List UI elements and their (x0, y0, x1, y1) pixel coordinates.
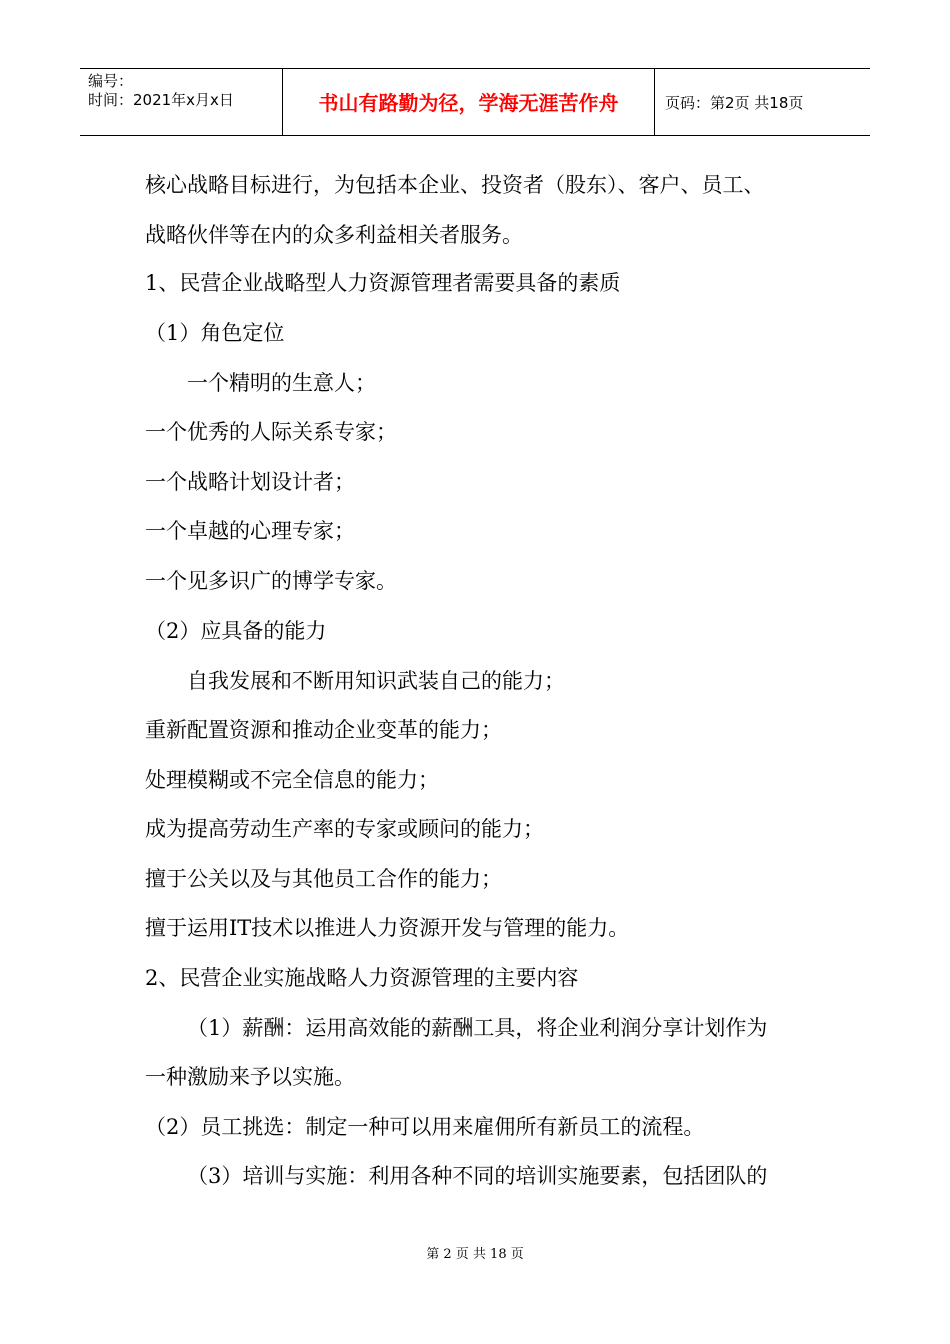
body-line: 战略伙伴等在内的众多利益相关者服务。 (145, 223, 523, 247)
document-header (80, 68, 870, 136)
header-meta-cell (80, 69, 283, 135)
list-item: 一个卓越的心理专家； (145, 519, 355, 543)
page-footer: 第 2 页 共 18 页 (426, 1247, 524, 1262)
body-line: （3）培训与实施：利用各种不同的培训实施要素，包括团队的 (187, 1164, 768, 1188)
list-item: 一个见多识广的博学专家。 (145, 569, 397, 593)
body-line: 核心战略目标进行，为包括本企业、投资者（股东）、客户、员工、 (145, 173, 765, 197)
list-item: 重新配置资源和推动企业变革的能力； (145, 718, 502, 742)
list-item: 擅于公关以及与其他员工合作的能力； (145, 867, 502, 891)
list-item: 一个优秀的人际关系专家； (145, 420, 397, 444)
header-page-code: 页码：第2页 共18页 (665, 94, 804, 112)
header-motto: 书山有路勤为径，学海无涯苦作舟 (283, 69, 655, 135)
list-item: 一个战略计划设计者； (145, 470, 355, 494)
list-item: 自我发展和不断用知识武装自己的能力； (187, 669, 565, 693)
subsection-heading: （1）角色定位 (145, 321, 285, 345)
header-date: 时间：2021年x月x日 (88, 91, 234, 109)
list-item: 处理模糊或不完全信息的能力； (145, 768, 439, 792)
subsection-heading: （2）应具备的能力 (145, 619, 327, 643)
list-item: 成为提高劳动生产率的专家或顾问的能力； (145, 817, 544, 841)
section-heading: 2、民营企业实施战略人力资源管理的主要内容 (145, 966, 579, 990)
header-number-label: 编号： (88, 72, 134, 90)
section-heading: 1、民营企业战略型人力资源管理者需要具备的素质 (145, 271, 621, 295)
list-item: 一个精明的生意人； (187, 371, 376, 395)
body-line: （2）员工挑选：制定一种可以用来雇佣所有新员工的流程。 (145, 1115, 705, 1139)
body-line: （1）薪酬：运用高效能的薪酬工具，将企业利润分享计划作为 (187, 1016, 768, 1040)
body-line: 一种激励来予以实施。 (145, 1065, 355, 1089)
list-item: 擅于运用IT技术以推进人力资源开发与管理的能力。 (145, 916, 630, 940)
